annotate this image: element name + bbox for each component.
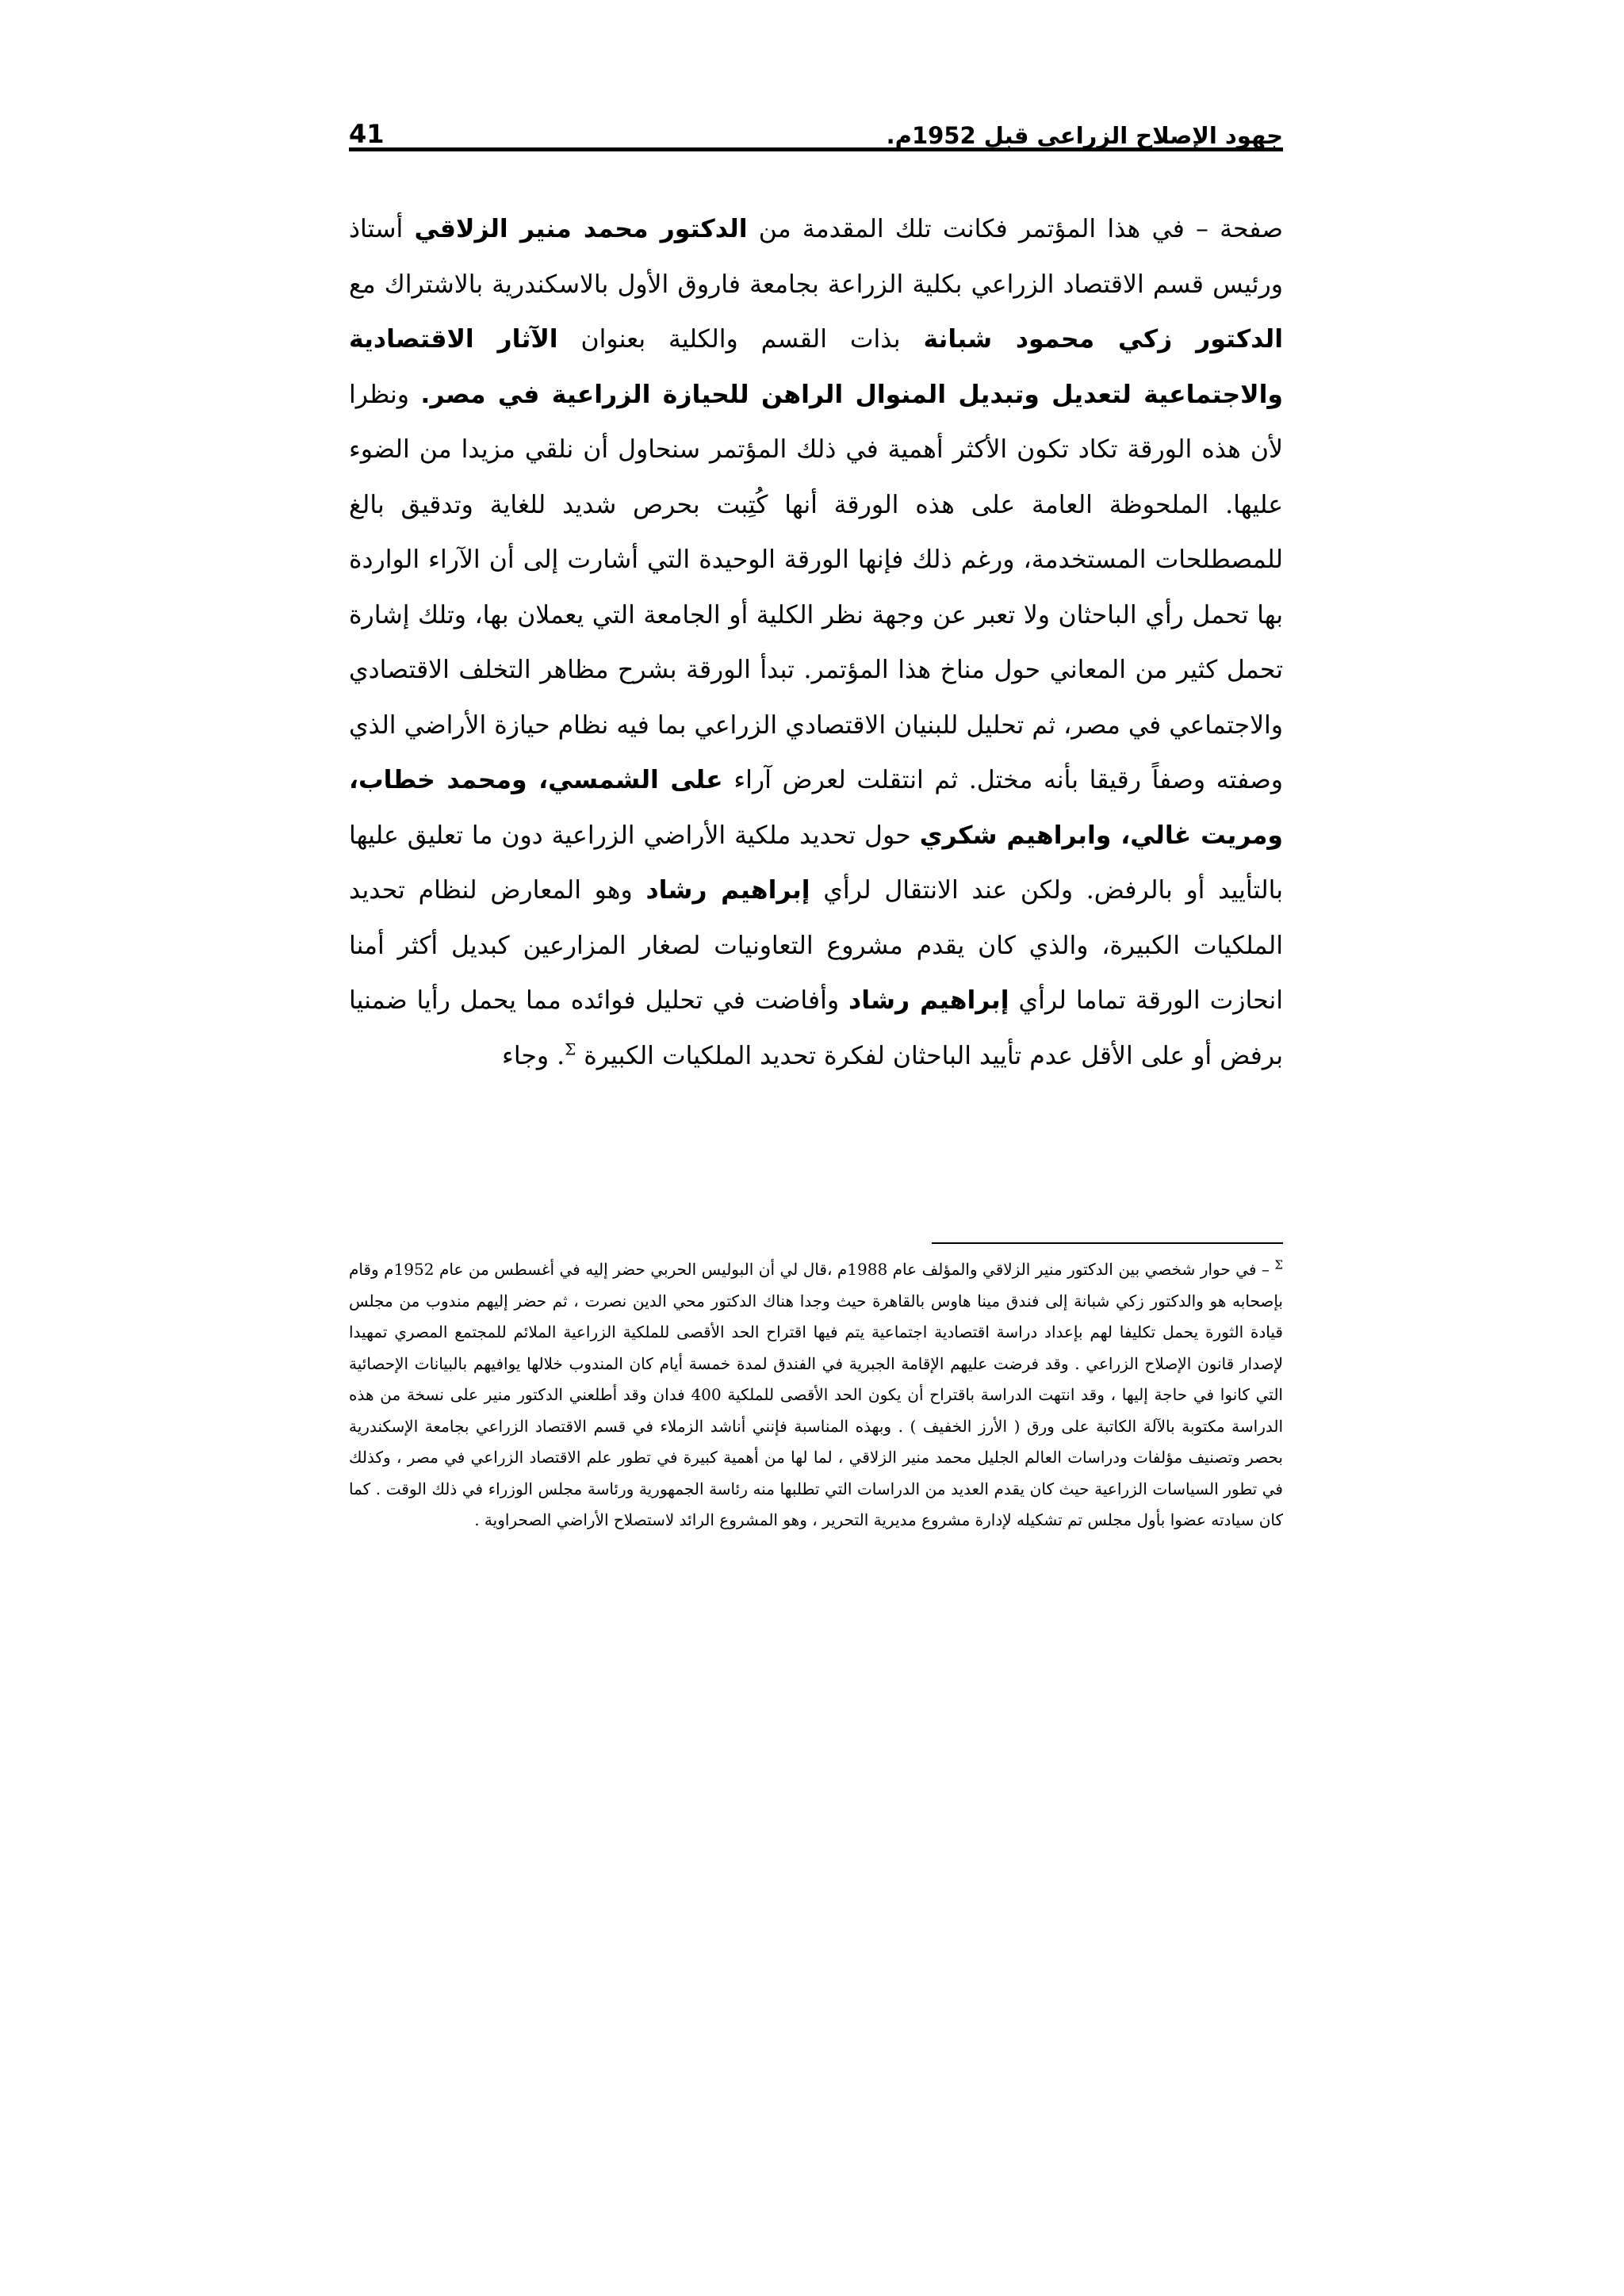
header-rule: [349, 147, 1283, 151]
body-text-run: أستاذ ورئيس قسم الاقتصاد الزراعي بكلية الزراعة بجامعة فاروق الأول بالاسكندرية بالاشتراك مع: [349, 215, 1283, 299]
footnote: [349, 1254, 1283, 1536]
body-text-run: حول تحديد ملكية الأراضي الزراعية دون ما تعليق عليها بالتأييد أو بالرفض. ولكن عند الانتقال لرأي: [349, 821, 1283, 905]
page-number: 41: [349, 119, 385, 149]
footnote-rule: [932, 1242, 1283, 1244]
body-text-run: . وجاء: [502, 1041, 565, 1070]
bold-name-shabana: الدكتور زكي محمود شبانة: [923, 325, 1283, 354]
bold-name-rashad: إبراهيم رشاد: [848, 986, 1009, 1015]
bold-names-group: على الشمسي، ومحمد خطاب، ومريت غالي، وابراهيم شكري: [349, 766, 1283, 850]
footnote-text: – في حوار شخصي بين الدكتور منير الزلاقي والمؤلف عام 1988م ،قال لي أن البوليس الحربي حضر إليه في أغسطس من عام 1952م وقام بإصحابه هو والدكتور زكي شبانة إلى فندق مينا هاوس بالقاهرة حيث وجدا هناك الدكتور محي الدين نصرت ، ثم حضر إليهم مندوب من مجلس قيادة الثورة يحمل تكليفا لهم بإعداد دراسة اقتصادية اجتماعية يتم فيها اقتراح الحد الأقصى للملكية الزراعية الملائم للمجتمع المصري تمهيدا لإصدار قانون الإصلاح الزراعي . وقد فرضت عليهم الإقامة الجبرية في الفندق لمدة خمسة أيام كان المندوب خلالها يوافيهم بالبيانات الإحصائية التي كانوا في حاجة إليها ، وقد انتهت الدراسة باقتراح أن يكون الحد الأقصى للملكية 400 فدان وقد أطلعني الدكتور منير على نسخة من هذه الدراسة مكتوبة بالآلة الكاتبة على ورق ( الأرز الخفيف ) . وبهذه المناسبة فإنني أناشد الزملاء في قسم الاقتصاد الزراعي بجامعة الإسكندرية بحصر وتصنيف مؤلفات ودراسات العالم الجليل محمد منير الزلاقي ، لما لها من أهمية كبيرة في تطور علم الاقتصاد الزراعي في مصر ، وكذلك في تطور السياسات الزراعية حيث كان يقدم العديد من الدراسات التي تطلبها منه رئاسة الجمهورية ورئاسة مجلس الوزراء في ذلك الوقت . كما كان سيادته عضوا بأول مجلس تم تشكيله لإدارة مشروع مديرية التحرير ، وهو المشروع الرائد لاستصلاح الأراضي الصحراوية .: [349, 1260, 1284, 1529]
body-text-run: بذات القسم والكلية بعنوان: [557, 325, 924, 354]
body-text-run: ونظرا لأن هذه الورقة تكاد تكون الأكثر أهمية في ذلك المؤتمر سنحاول أن نلقي مزيدا من الضوء عليها. الملحوظة العامة على هذه الورقة أنها كُتِبت بحرص شديد للغاية وتدقيق بالغ للمصطلحات المستخدمة، ورغم ذلك فإنها الورقة الوحيدة التي أشارت إلى أن الآراء الواردة بها تحمل رأي الباحثان ولا تعبر عن وجهة نظر الكلية أو الجامعة التي يعملان بها، وتلك إشارة تحمل كثير من المعاني حول مناخ هذا المؤتمر. تبدأ الورقة بشرح مظاهر التخلف الاقتصادي والاجتماعي في مصر، ثم تحليل للبنيان الاقتصادي الزراعي بما فيه نظام حيازة الأراضي الذي وصفته وصفاً رقيقا بأنه مختل. ثم انتقلت لعرض آراء: [349, 380, 1284, 794]
footnote-reference[interactable]: Σ: [565, 1039, 576, 1058]
footnote-mark: Σ: [1274, 1257, 1283, 1272]
bold-name-zallaqi: الدكتور محمد منير الزلاقي: [414, 215, 748, 243]
bold-paper-title: الآثار الاقتصادية والاجتماعية لتعديل وتبديل المنوال الراهن للحيازة الزراعية في مصر.: [349, 325, 1283, 409]
running-header: [349, 101, 1283, 149]
body-paragraph: [349, 202, 1283, 1084]
body-text-run: وأفاضت في تحليل فوائده مما يحمل رأيا ضمنيا برفض أو على الأقل عدم تأييد الباحثان لفكرة تحديد الملكيات الكبيرة: [349, 986, 1283, 1070]
body-text-run: وهو المعارض لنظام تحديد الملكيات الكبيرة، والذي كان يقدم مشروع التعاونيات لصغار المزارعين كبديل أكثر أمنا انحازت الورقة تماما لرأي: [349, 876, 1283, 1015]
body-text-run: صفحة – في هذا المؤتمر فكانت تلك المقدمة من: [747, 215, 1283, 243]
running-title: جهود الإصلاح الزراعي قبل 1952م.: [886, 122, 1283, 149]
bold-name-rashad: إبراهيم رشاد: [645, 876, 810, 905]
